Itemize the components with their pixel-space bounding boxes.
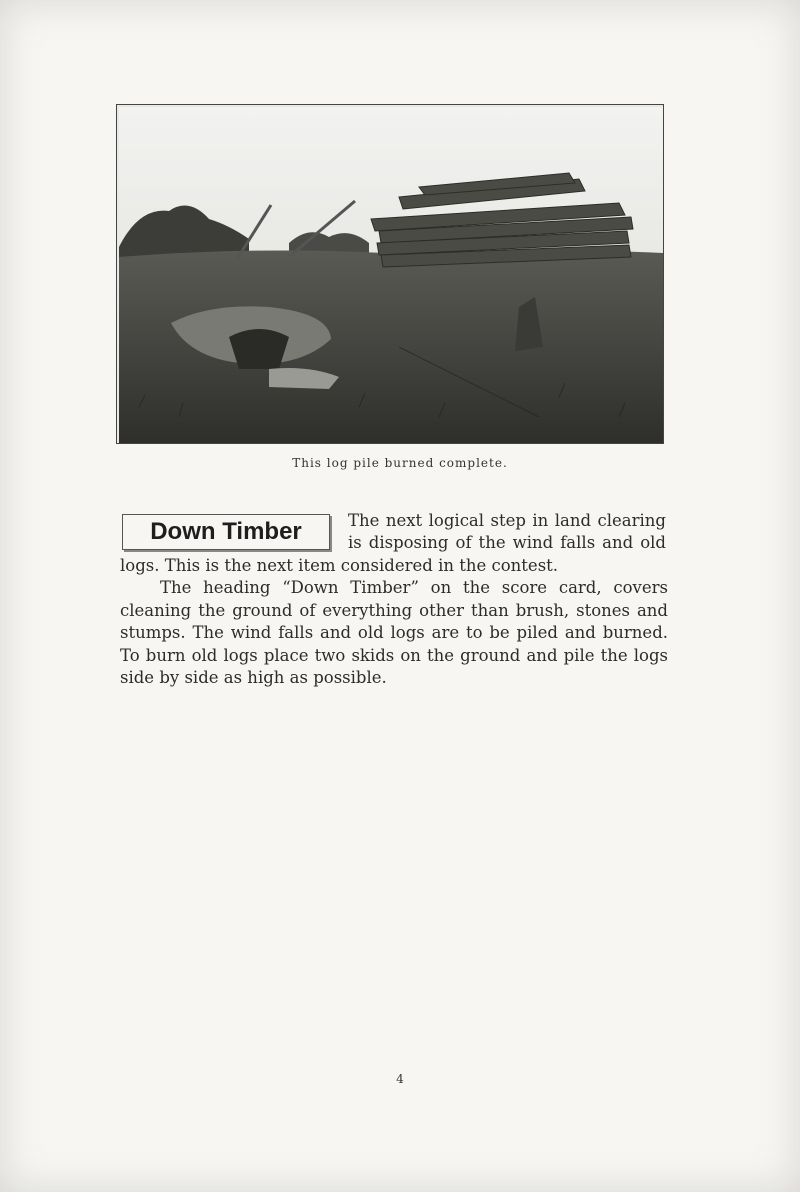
body-paragraph: The heading “Down Timber” on the score card, covers cleaning the ground of everything other than brush, stones and stumps. The wind falls and old logs are to be piled and burned. To burn old logs place two skids on the ground and pile the logs side by side as high as possible. <box>120 578 668 687</box>
intro-line-2: is disposing of the wind falls and old <box>348 533 666 552</box>
log-pile-photo <box>116 104 664 444</box>
intro-line-3: logs. This is the next item considered in the contest. <box>120 556 559 575</box>
page-number: 4 <box>396 1072 404 1086</box>
section-heading: Down Timber <box>122 514 330 550</box>
intro-line-1: The next logical step in land clearing <box>348 511 666 530</box>
log-pile-photo-icon <box>119 107 663 443</box>
figure-caption: This log pile burned complete. <box>292 456 508 470</box>
